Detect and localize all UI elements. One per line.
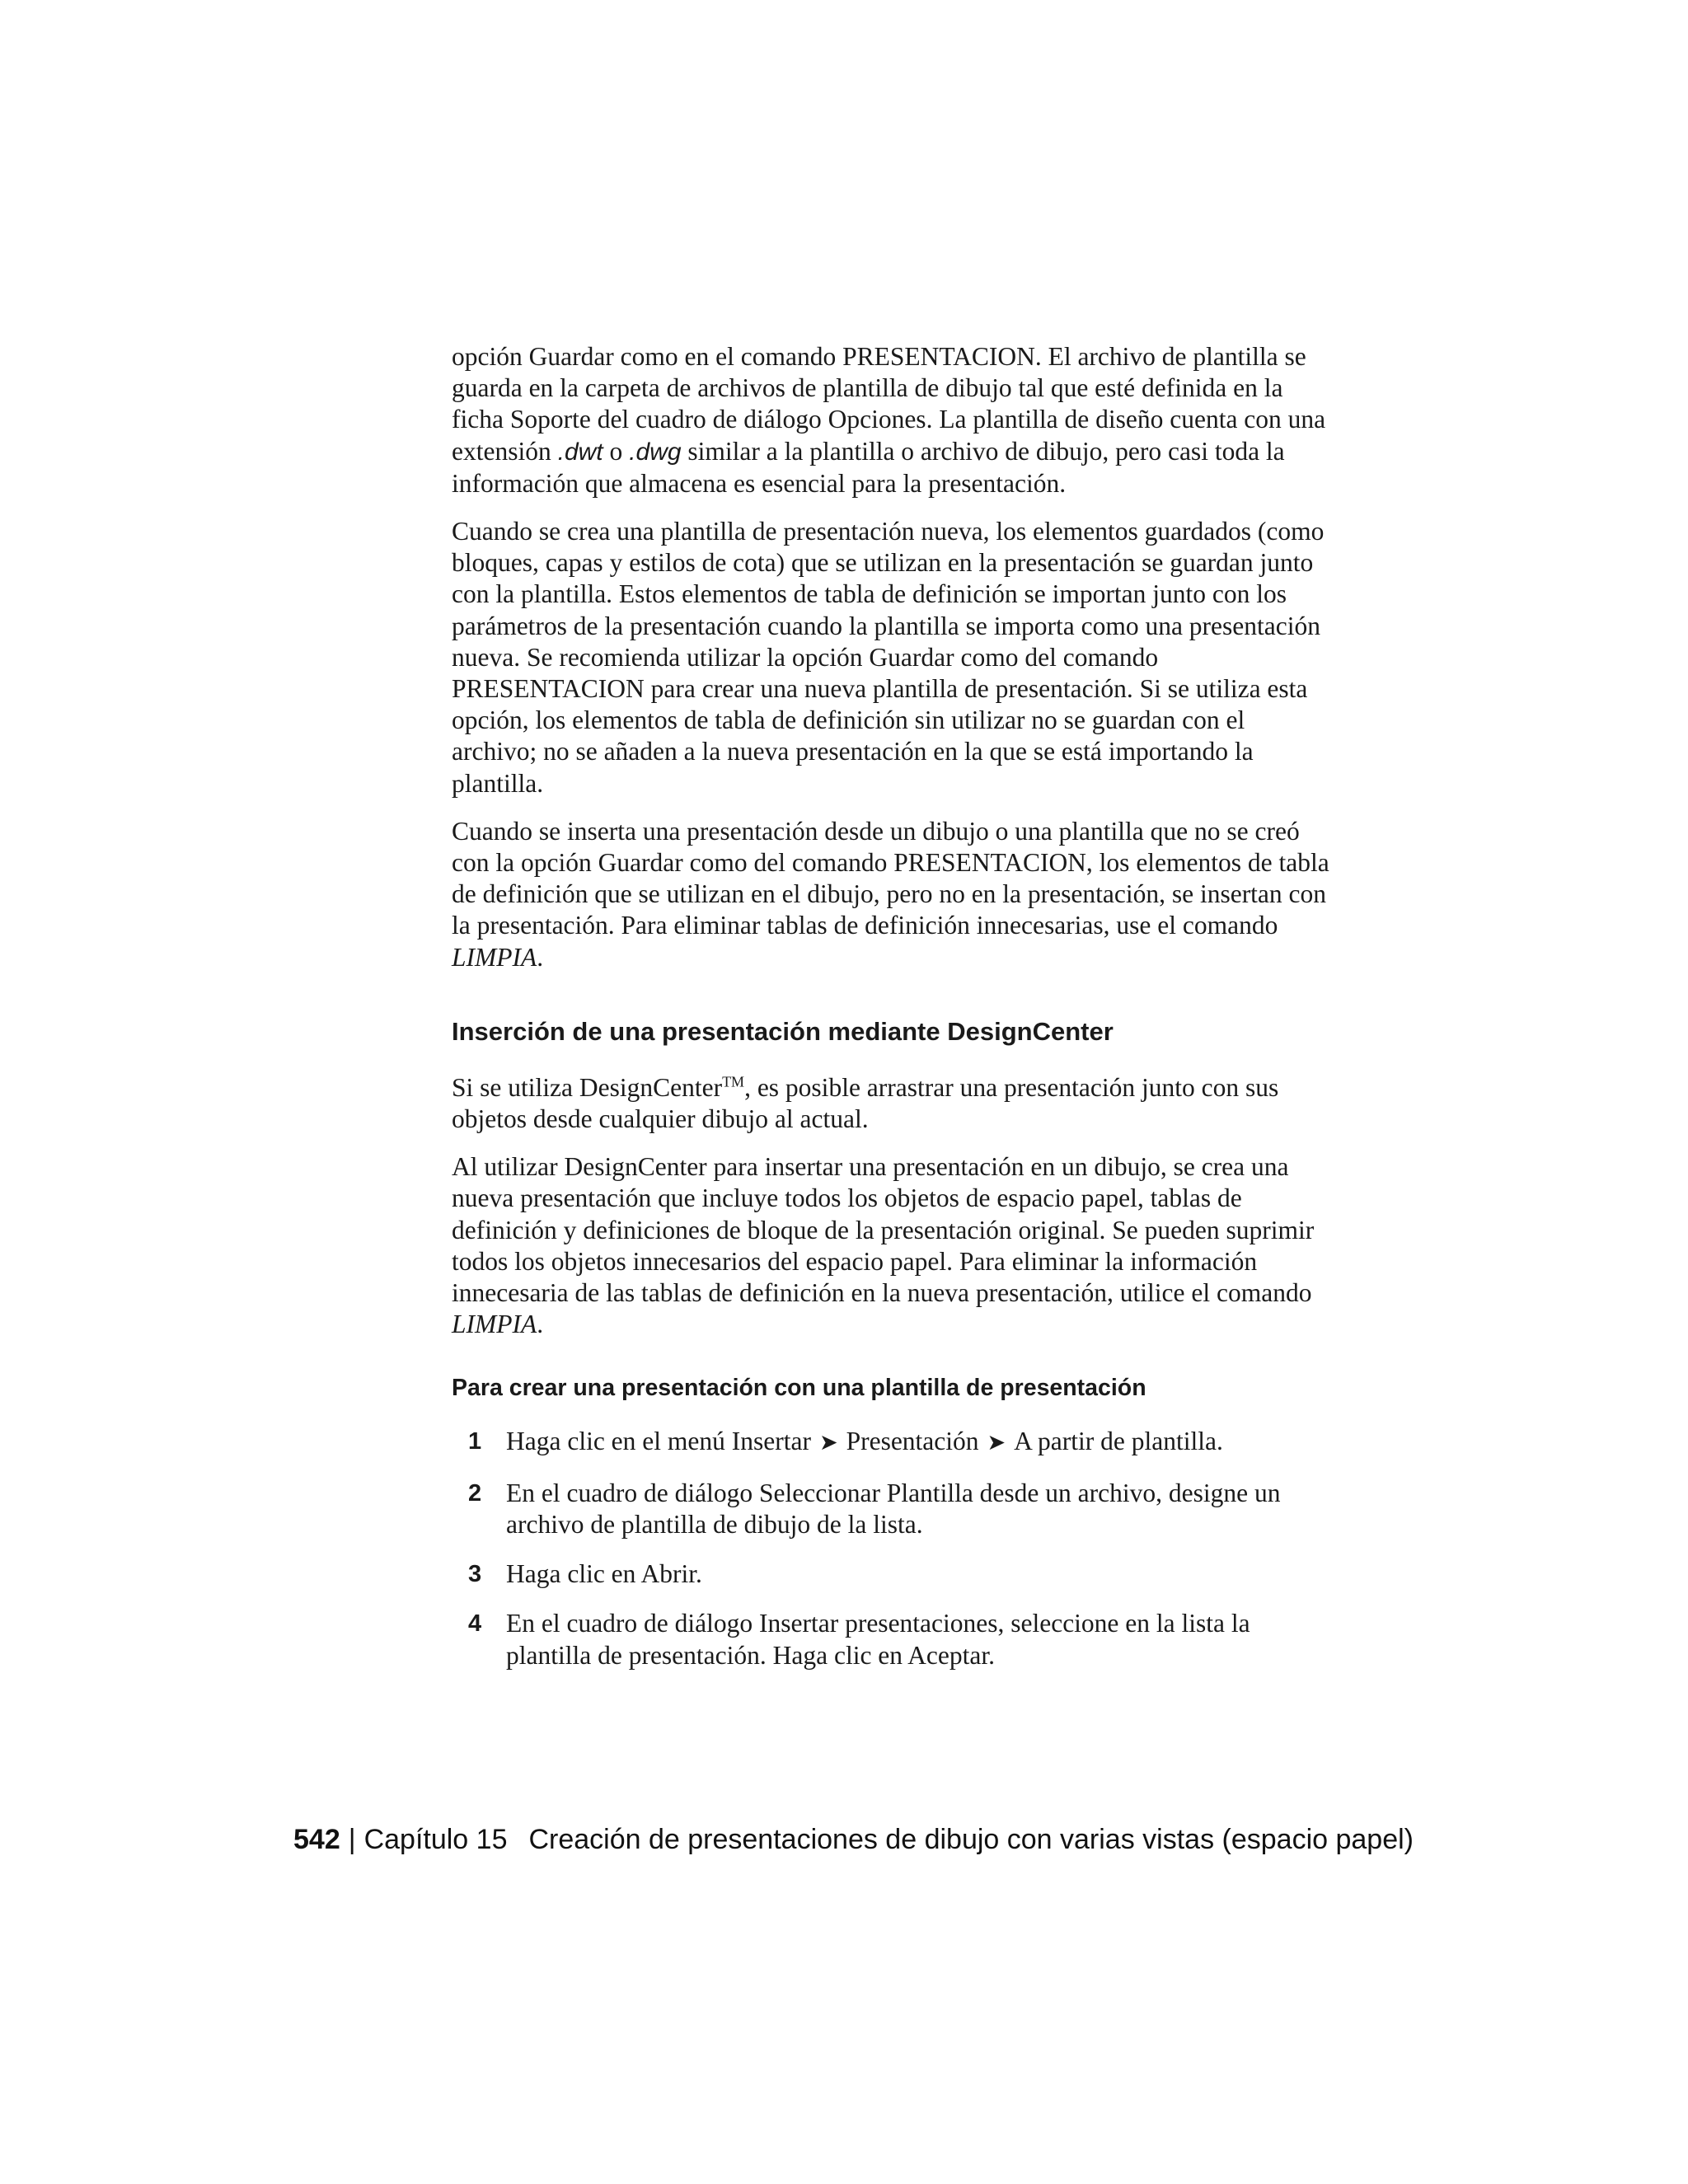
- page-footer: [293, 1823, 1414, 1856]
- step-number: 3: [468, 1561, 482, 1588]
- paragraph-5-text: Al utilizar DesignCenter para insertar una presentación en un dibujo, se crea una nueva presentación que incluye todos los objetos de espacio papel, tablas de definición y definiciones de bloque de la presentación original. Se pueden suprimir todos los objetos innecesarios del espacio papel. Para eliminar la información innecesaria de las tablas de definición en la nueva presentación, utilice el comando: [452, 1152, 1315, 1308]
- trademark-symbol: TM: [722, 1073, 745, 1090]
- step-number: 2: [468, 1479, 482, 1507]
- paragraph-4-text-b: , es posible arrastrar una presentación junto con sus objetos desde cualquier dibujo al actual.: [452, 1072, 1279, 1134]
- paragraph-4: [452, 1072, 1335, 1135]
- paragraph-1-text-a: opción Guardar como en el comando PRESENTACION. El archivo de plantilla se guarda en la carpeta de archivos de plantilla de dibujo tal que esté definida en la ficha Soporte del cuadro de diálogo Opciones. La plantilla de diseño cuenta con una extensión: [452, 342, 1326, 466]
- paragraph-4-text-a: Si se utiliza DesignCenter: [452, 1072, 723, 1102]
- arrow-right-icon: ➤: [818, 1430, 838, 1456]
- extension-dwg: .dwg: [629, 438, 682, 466]
- step-item: [452, 1478, 1335, 1540]
- extension-dwt: .dwt: [557, 438, 603, 466]
- step-item: [452, 1426, 1335, 1459]
- command-limpia: LIMPIA: [452, 942, 537, 972]
- paragraph-1-connector: o: [603, 436, 630, 466]
- arrow-right-icon: ➤: [987, 1430, 1006, 1456]
- command-limpia: LIMPIA: [452, 1310, 537, 1339]
- procedure-steps: [452, 1426, 1335, 1671]
- step-text: Presentación: [846, 1427, 979, 1456]
- step-text: Haga clic en el menú Insertar: [506, 1427, 811, 1456]
- step-text: En el cuadro de diálogo Insertar presentaciones, seleccione en la lista la plantilla de presentación. Haga clic en Aceptar.: [506, 1609, 1250, 1670]
- section-heading: Inserción de una presentación mediante DesignCenter: [452, 1016, 1114, 1046]
- chapter-title: Creación de presentaciones de dibujo con varias vistas (espacio papel): [528, 1824, 1414, 1855]
- paragraph-3-end: .: [537, 942, 544, 972]
- procedure-heading: Para crear una presentación con una plantilla de presentación: [452, 1375, 1146, 1402]
- step-number: 4: [468, 1610, 482, 1638]
- step-text: Haga clic en Abrir.: [506, 1559, 702, 1589]
- step-item: [452, 1608, 1335, 1671]
- page-number: 542: [293, 1824, 340, 1855]
- chapter-label: Capítulo 15: [363, 1824, 508, 1855]
- paragraph-3: [452, 816, 1335, 973]
- paragraph-1: [452, 341, 1335, 499]
- paragraph-5: [452, 1151, 1335, 1340]
- paragraph-5-end: .: [537, 1310, 544, 1339]
- step-number: 1: [468, 1428, 482, 1455]
- paragraph-3-text: Cuando se inserta una presentación desde un dibujo o una plantilla que no se creó con la opción Guardar como del comando PRESENTACION, los elementos de tabla de definición que se utilizan en el dibujo, pero no en la presentación, se insertan con la presentación. Para eliminar tablas de definición innecesarias, use el comando: [452, 816, 1329, 940]
- paragraph-1-text-b: similar a la plantilla o archivo de dibujo, pero casi toda la información que almacena es esencial para la presentación.: [452, 436, 1285, 498]
- footer-separator: |: [348, 1824, 356, 1855]
- step-item: [452, 1558, 1335, 1590]
- page-body: [452, 341, 1335, 1690]
- step-text: A partir de plantilla.: [1014, 1427, 1223, 1456]
- step-text: En el cuadro de diálogo Seleccionar Plantilla desde un archivo, designe un archivo de plantilla de dibujo de la lista.: [506, 1478, 1281, 1539]
- paragraph-2: Cuando se crea una plantilla de presentación nueva, los elementos guardados (como bloques, capas y estilos de cota) que se utilizan en la presentación se guardan junto con la plantilla. Estos elementos de tabla de definición se importan junto con los parámetros de la presentación cuando la plantilla se importa como una presentación nueva. Se recomienda utilizar la opción Guardar como del comando PRESENTACION para crear una nueva plantilla de presentación. Si se utiliza esta opción, los elementos de tabla de definición sin utilizar no se guardan con el archivo; no se añaden a la nueva presentación en la que se está importando la plantilla.: [452, 517, 1325, 798]
